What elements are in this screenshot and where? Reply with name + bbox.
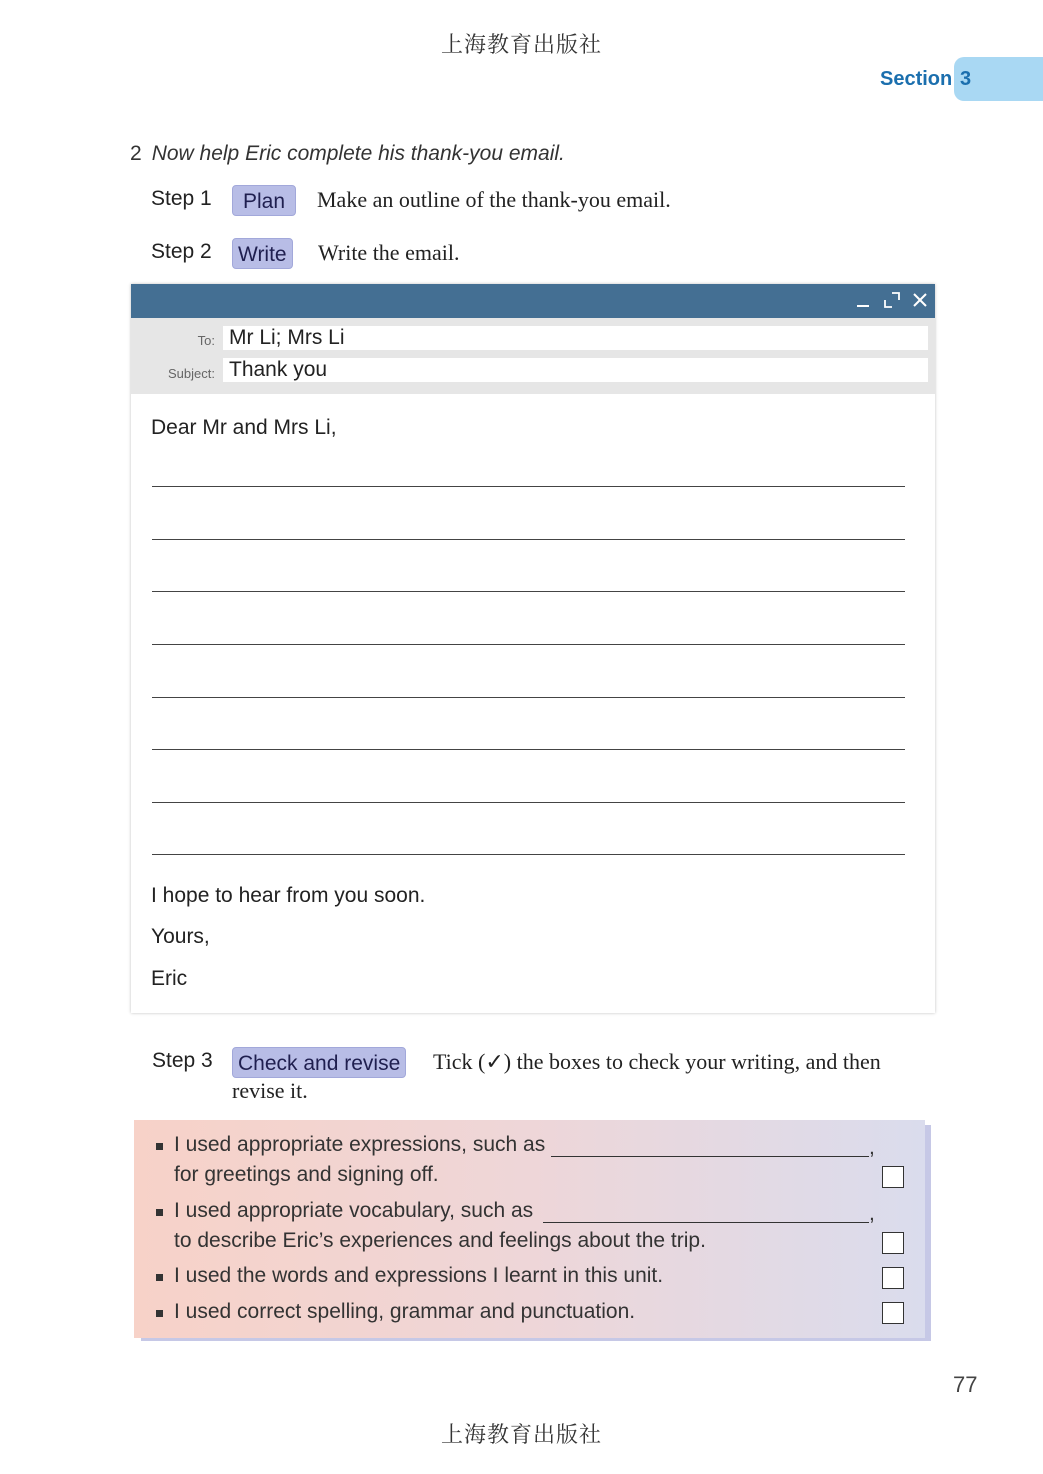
step-2-description: Write the email. — [318, 240, 460, 265]
step-3-tag: Check and revise — [232, 1047, 406, 1078]
email-window — [131, 284, 935, 1013]
writing-line[interactable] — [152, 697, 905, 698]
maximize-icon[interactable] — [883, 291, 901, 309]
writing-line[interactable] — [152, 591, 905, 592]
checkbox-4[interactable] — [882, 1302, 904, 1324]
checklist-item-1-line2: for greetings and signing off. — [174, 1163, 439, 1186]
answer-blank-1[interactable] — [551, 1156, 869, 1157]
step-3-description: Tick (✓) the boxes to check your writing, and then — [433, 1049, 881, 1074]
email-header — [131, 318, 935, 394]
checklist-item-4: I used correct spelling, grammar and punctuation. — [174, 1300, 636, 1323]
publisher-footer: 上海教育出版社 — [440, 1423, 602, 1448]
writing-line[interactable] — [152, 749, 905, 750]
comma: , — [869, 1136, 875, 1159]
step-3-label: Step 3 — [152, 1049, 213, 1072]
checklist-item-2-line1: I used appropriate vocabulary, such as — [174, 1199, 534, 1222]
publisher-header: 上海教育出版社 — [440, 33, 602, 58]
section-number: 3 — [960, 68, 972, 90]
step-2-tag: Write — [232, 238, 293, 269]
writing-line[interactable] — [152, 802, 905, 803]
writing-line[interactable] — [152, 539, 905, 540]
exercise-instruction — [130, 142, 565, 166]
checklist-item-1-line1: I used appropriate expressions, such as — [174, 1133, 546, 1156]
step-1-label: Step 1 — [151, 187, 212, 210]
step-1-tag: Plan — [232, 185, 296, 216]
checklist-item-3: I used the words and expressions I learnt in this unit. — [174, 1264, 664, 1287]
email-signature: Eric — [151, 967, 188, 990]
subject-field[interactable]: Thank you — [223, 358, 928, 382]
email-titlebar — [131, 284, 935, 318]
bullet — [156, 1143, 163, 1150]
email-sign-off: Yours, — [151, 925, 210, 948]
email-closing-line: I hope to hear from you soon. — [151, 884, 426, 907]
checkbox-3[interactable] — [882, 1267, 904, 1289]
close-icon[interactable] — [911, 291, 929, 309]
comma: , — [869, 1202, 875, 1225]
email-greeting: Dear Mr and Mrs Li, — [151, 416, 337, 439]
checklist-box — [134, 1120, 925, 1338]
to-label: To: — [197, 333, 215, 348]
answer-blank-2[interactable] — [543, 1222, 869, 1223]
bullet — [156, 1310, 163, 1317]
checklist-item-2-line2: to describe Eric’s experiences and feelings about the trip. — [174, 1229, 706, 1252]
bullet — [156, 1274, 163, 1281]
subject-label: Subject: — [168, 366, 215, 381]
writing-line[interactable] — [152, 854, 905, 855]
checkbox-2[interactable] — [882, 1232, 904, 1254]
minimize-icon[interactable] — [854, 291, 872, 309]
exercise-text: Now help Eric complete his thank-you email. — [151, 142, 565, 165]
step-3-description-continued: revise it. — [232, 1078, 308, 1103]
writing-line[interactable] — [152, 486, 905, 487]
to-field[interactable]: Mr Li; Mrs Li — [223, 326, 928, 350]
checkbox-1[interactable] — [882, 1166, 904, 1188]
writing-line[interactable] — [152, 644, 905, 645]
step-1-description: Make an outline of the thank-you email. — [317, 187, 671, 212]
step-2-label: Step 2 — [151, 240, 212, 263]
page-number: 77 — [953, 1372, 978, 1397]
section-label: Section — [880, 68, 953, 90]
exercise-number: 2 — [130, 142, 142, 165]
bullet — [156, 1209, 163, 1216]
